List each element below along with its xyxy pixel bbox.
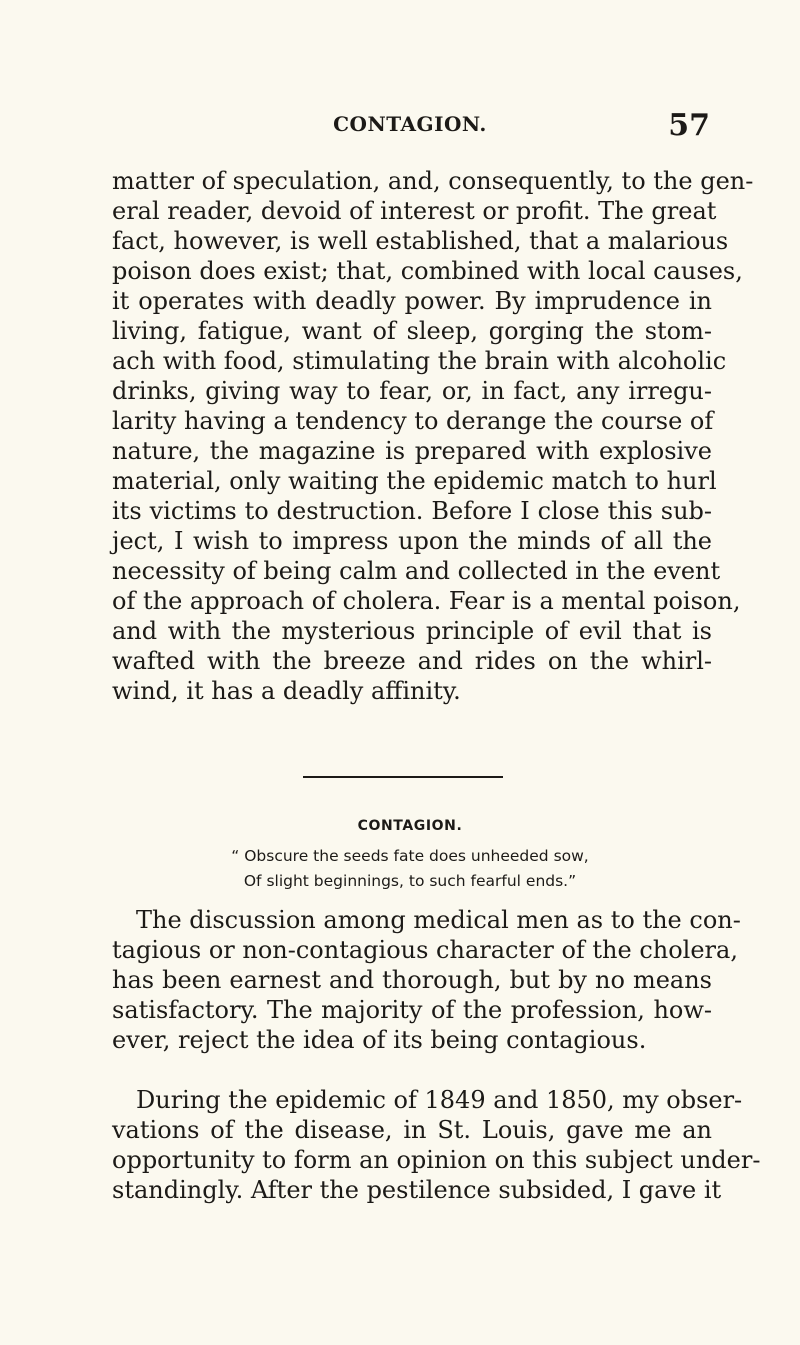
text-line: ject, I wish to impress upon the minds of all the [112,527,712,555]
text-line: larity having a tendency to derange the course of [112,407,714,435]
text-line: eral reader, devoid of interest or profit. The great [112,197,717,225]
text-line: wafted with the breeze and rides on the whirl- [112,647,712,675]
text-line: material, only waiting the epidemic match to hurl [112,467,717,495]
text-line: vations of the disease, in St. Louis, gave me an [112,1116,712,1144]
text-line: necessity of being calm and collected in the event [112,557,721,585]
paragraph-epidemic [112,1085,761,1205]
text-line: nature, the magazine is prepared with explosive [112,437,712,465]
text-line: opportunity to form an opinion on this subject under- [112,1146,761,1174]
text-line: drinks, giving way to fear, or, in fact, any irregu- [112,377,712,405]
text-line: During the epidemic of 1849 and 1850, my obser- [136,1086,743,1114]
text-line: of the approach of cholera. Fear is a mental poison, [112,587,741,615]
running-title: CONTAGION. [333,112,487,136]
epigraph-line: Of slight beginnings, to such fearful ends.” [243,872,577,890]
text-line: tagious or non-contagious character of the cholera, [112,936,738,964]
text-line: satisfactory. The majority of the profession, how- [112,996,712,1024]
text-line: standingly. After the pestilence subsided, I gave it [112,1176,722,1204]
text-line: fact, however, is well established, that a malarious [112,227,729,255]
text-line: ever, reject the idea of its being contagious. [112,1026,647,1054]
text-line: living, fatigue, want of sleep, gorging the stom- [112,317,712,345]
text-line: matter of speculation, and, consequently, to the gen- [112,167,754,195]
section-heading: CONTAGION. [357,818,463,834]
text-line: ach with food, stimulating the brain with alcoholic [112,347,727,375]
text-line: The discussion among medical men as to the con- [136,906,741,934]
page-number: 57 [668,108,710,143]
epigraph-line: “ Obscure the seeds fate does unheeded sow, [231,847,589,865]
epigraph [110,844,710,894]
text-line: has been earnest and thorough, but by no means [112,966,712,994]
paragraph-discussion [112,905,741,1055]
text-line: its victims to destruction. Before I close this sub- [112,497,712,525]
section-divider [303,776,503,778]
text-line: it operates with deadly power. By imprudence in [112,287,712,315]
running-head [110,108,710,143]
text-line: poison does exist; that, combined with local causes, [112,257,743,285]
text-line: and with the mysterious principle of evil that is [112,617,712,645]
text-line: wind, it has a deadly affinity. [112,677,461,705]
paragraph-speculation [112,166,754,706]
